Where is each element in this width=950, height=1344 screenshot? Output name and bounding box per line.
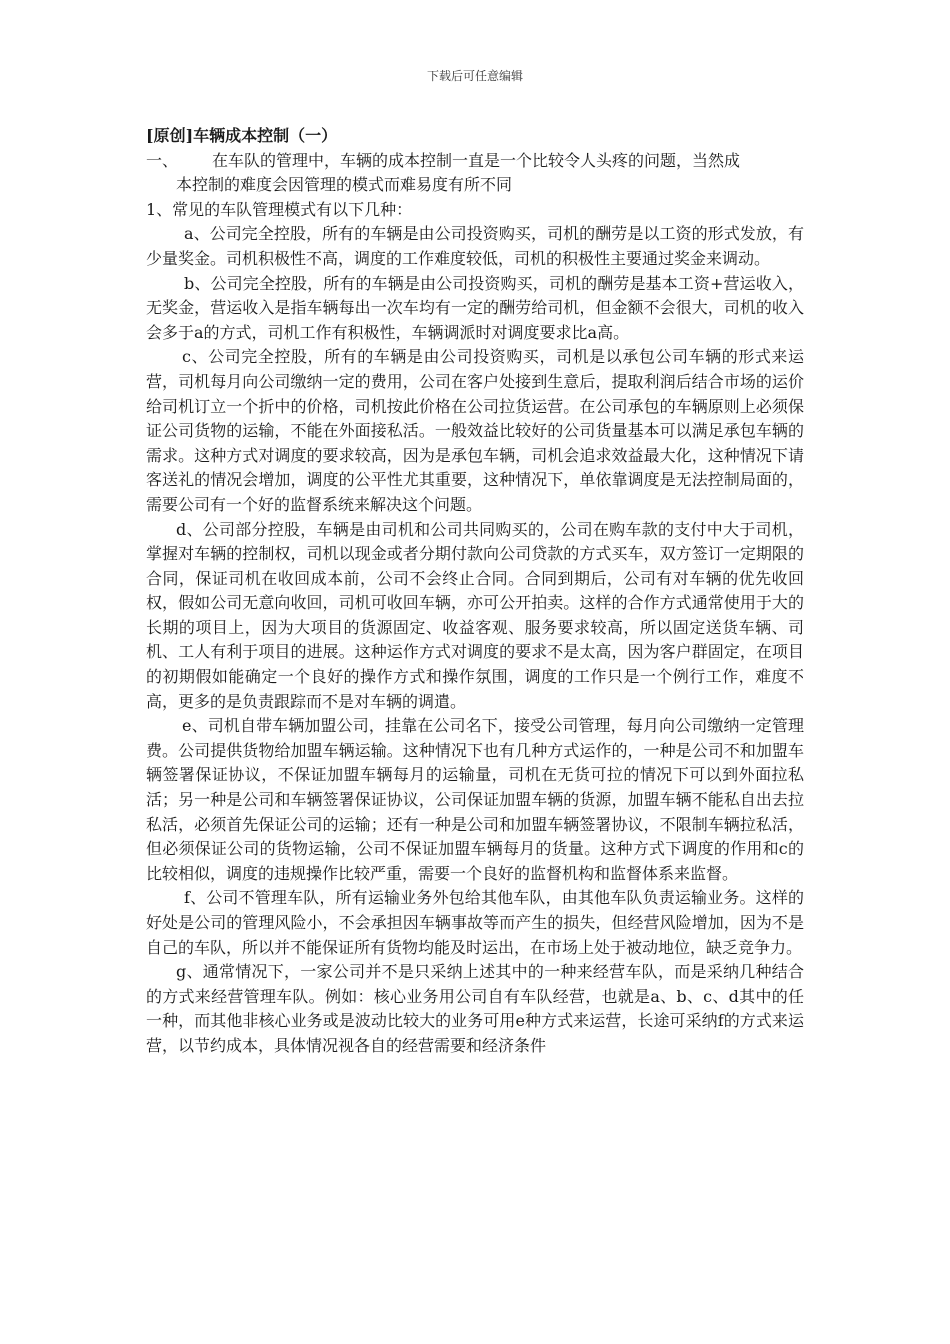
paragraph-b: b、公司完全控股，所有的车辆是由公司投资购买，司机的酬劳是基本工资+营运收入，无奖金，营运收入是指车辆每出一次车均有一定的酬劳给司机，但金额不会很大，司机的收入会多于a的方式，司机工作有积极性，车辆调派时对调度要求比a高。: [146, 273, 804, 342]
intro-line-1: 在车队的管理中，车辆的成本控制一直是一个比较令人头疼的问题，当然成: [212, 150, 741, 170]
paragraph-c: c、公司完全控股，所有的车辆是由公司投资购买，司机是以承包公司车辆的形式来运营，司机每月向公司缴纳一定的费用，公司在客户处接到生意后，提取利润后结合市场的运价给司机订立一个折中的价格，司机按此价格在公司拉货运营。在公司承包的车辆原则上必须保证公司货物的运输，不能在外面接私活。一般效益比较好的公司货量基本可以满足承包车辆的需求。这种方式对调度的要求较高，因为是承包车辆，司机会追求效益最大化，这种情况下请客送礼的情况会增加，调度的公平性尤其重要，这种情况下，单依靠调度是无法控制局面的，需要公司有一个好的监督系统来解决这个问题。: [146, 347, 804, 514]
paragraph-e: e、司机自带车辆加盟公司，挂靠在公司名下，接受公司管理，每月向公司缴纳一定管理费。公司提供货物给加盟车辆运输。这种情况下也有几种方式运作的，一种是公司不和加盟车辆签署保证协议，不保证加盟车辆每月的运输量，司机在无货可拉的情况下可以到外面拉私活；另一种是公司和车辆签署保证协议，公司保证加盟车辆的货源，加盟车辆不能私自出去拉私活，必须首先保证公司的运输；还有一种是公司和加盟车辆签署协议，不限制车辆拉私活，但必须保证公司的货物运输，公司不保证加盟车辆每月的货量。这种方式下调度的作用和c的比较相似，调度的违规操作比较严重，需要一个良好的监督机构和监督体系来监督。: [146, 716, 804, 883]
section-heading-1: 1、常见的车队管理模式有以下几种：: [146, 199, 413, 219]
paragraph-a: a、公司完全控股，所有的车辆是由公司投资购买，司机的酬劳是以工资的形式发放，有少量奖金。司机积极性不高，调度的工作难度较低，司机的积极性主要通过奖金来调动。: [146, 224, 804, 268]
document-title: [原创]车辆成本控制（一）: [146, 126, 338, 145]
intro-paragraph: [146, 149, 804, 174]
intro-line-2: 本控制的难度会因管理的模式而难易度有所不同: [176, 175, 513, 195]
paragraph-g: g、通常情况下，一家公司并不是只采纳上述其中的一种来经营车队，而是采纳几种结合的方式来经营管理车队。例如：核心业务用公司自有车队经营，也就是a、b、c、d其中的任一种，而其他非核心业务或是波动比较大的业务可用e种方式来运营，长途可采纳f的方式来运营，以节约成本，具体情况视各自的经营需要和经济条件: [146, 962, 804, 1055]
document-body: [146, 124, 804, 1059]
intro-number: 一、: [146, 150, 179, 170]
page-header: 下载后可任意编辑: [426, 69, 523, 83]
paragraph-f: f、公司不管理车队，所有运输业务外包给其他车队，由其他车队负责运输业务。这样的好处是公司的管理风险小，不会承担因车辆事故等而产生的损失，但经营风险增加，因为不是自己的车队，所以并不能保证所有货物均能及时运出，在市场上处于被动地位，缺乏竞争力。: [146, 888, 804, 957]
paragraph-d: d、公司部分控股，车辆是由司机和公司共同购买的，公司在购车款的支付中大于司机，掌握对车辆的控制权，司机以现金或者分期付款向公司贷款的方式买车，双方签订一定期限的合同，保证司机在收回成本前，公司不会终止合同。合同到期后，公司有对车辆的优先收回权，假如公司无意向收回，司机可收回车辆，亦可公开拍卖。这样的合作方式通常使用于大的长期的项目上，因为大项目的货源固定、收益客观、服务要求较高，所以固定送货车辆、司机、工人有利于项目的进展。这种运作方式对调度的要求不是太高，因为客户群固定，在项目的初期假如能确定一个良好的操作方式和操作氛围，调度的工作只是一个例行工作，难度不高，更多的是负责跟踪而不是对车辆的调遣。: [146, 519, 804, 711]
